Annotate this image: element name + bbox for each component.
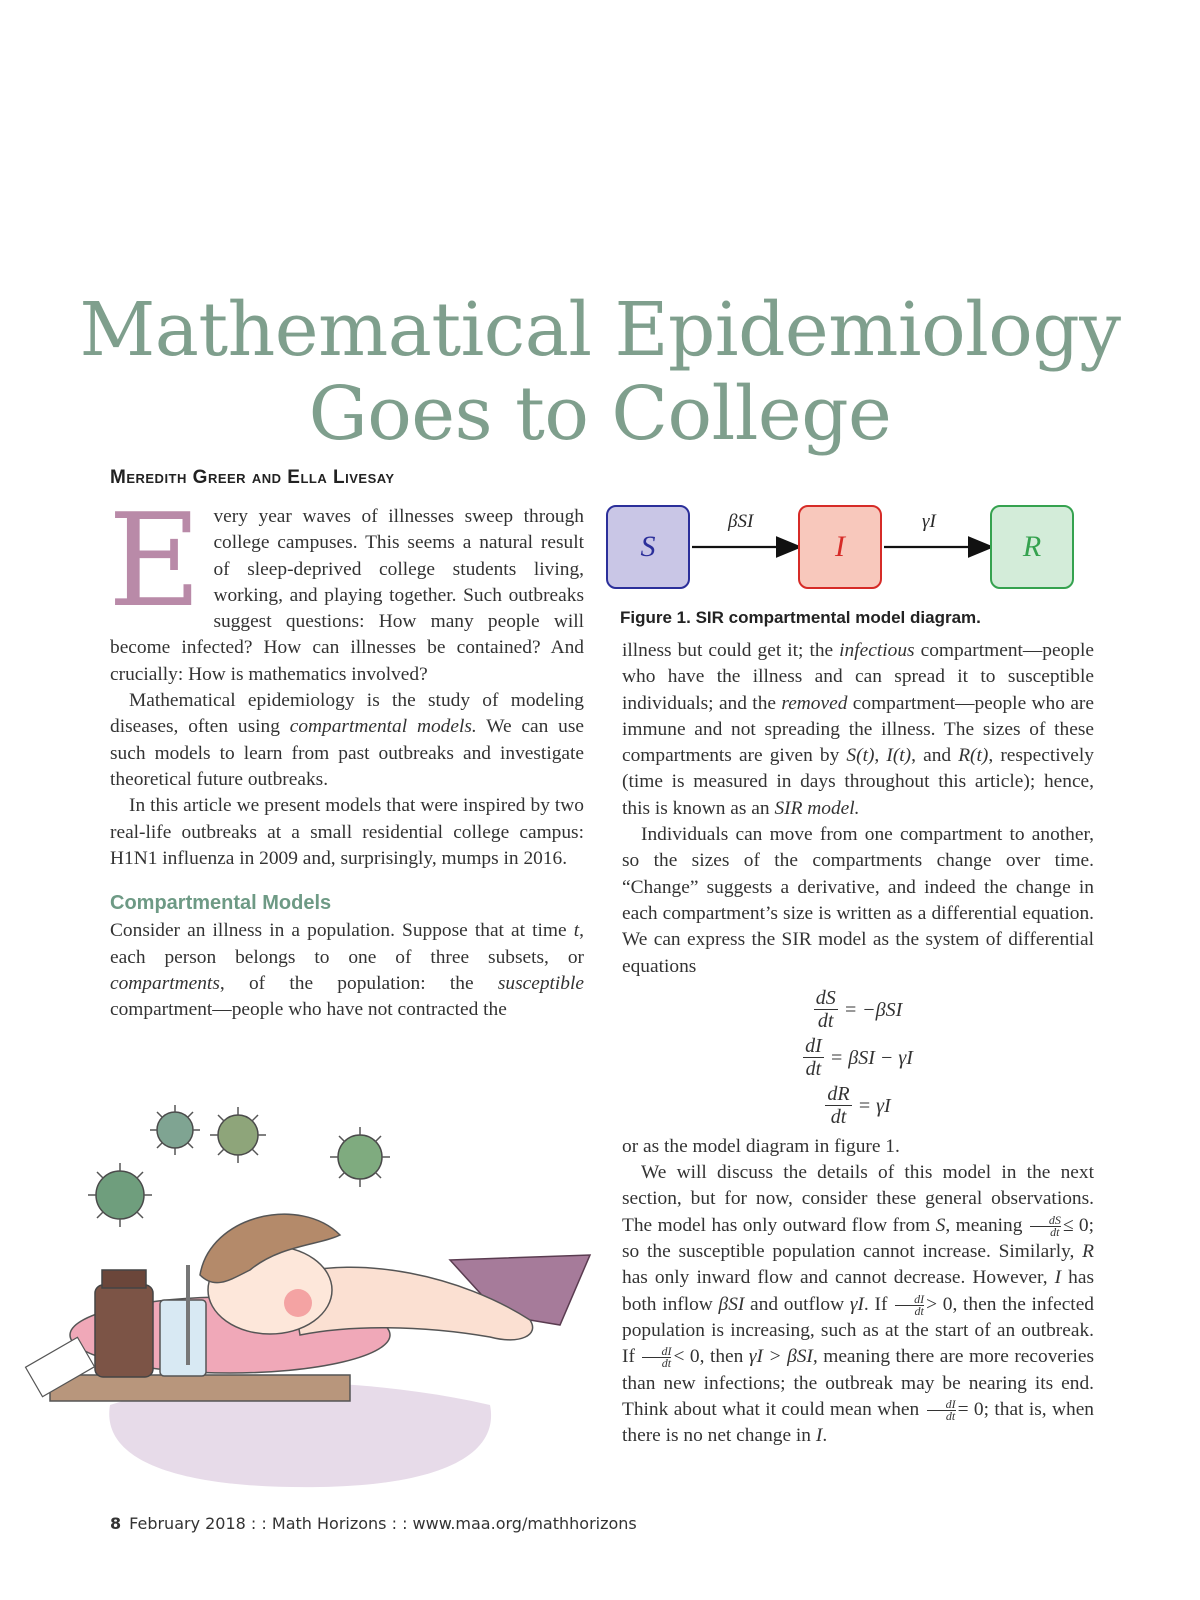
author-byline: Meredith Greer and Ella Livesay: [110, 467, 395, 488]
math: S: [935, 1214, 946, 1236]
water-glass: [160, 1300, 206, 1376]
compartment-s: [606, 505, 690, 589]
article-title: [0, 288, 1200, 456]
figure-caption: Figure 1. SIR compartmental model diagram.: [620, 608, 981, 627]
math: R(t): [958, 745, 989, 767]
medicine-bottle: [95, 1285, 153, 1377]
paragraph-r1: [622, 638, 1094, 822]
intro-paragraph: [108, 487, 584, 688]
sick-student-illustration: [20, 1075, 610, 1495]
title-line-2: Goes to College: [308, 371, 892, 457]
eq-num: dS: [815, 987, 836, 1010]
emphasis: SIR model.: [774, 797, 860, 819]
math: ≤ 0;: [1062, 1214, 1094, 1236]
page-footer: [110, 1514, 637, 1533]
equation-di: [622, 1034, 1094, 1082]
text: , meaning: [945, 1214, 1028, 1236]
equation-dr: [622, 1082, 1094, 1130]
compartment-label: I: [835, 530, 845, 563]
virus-icon: [88, 1163, 152, 1227]
text: compartment—people who are immune and not spreading the illness. The sizes of these compartments are given by: [622, 692, 1094, 767]
paragraph-4: [110, 918, 584, 1023]
paragraph-2: [110, 688, 584, 793]
cheek: [284, 1289, 312, 1317]
text: Consider an illness in a population. Suppose that at time: [110, 920, 574, 942]
text: has only inward flow and cannot decrease. However,: [622, 1267, 1055, 1289]
arrow-label-gamma: γI: [922, 511, 936, 532]
frac-num: dS: [1030, 1215, 1061, 1227]
emphasis: compartmental models.: [289, 716, 477, 738]
virus-icon: [210, 1107, 266, 1163]
virus-icon: [330, 1127, 390, 1187]
math: βSI: [718, 1293, 745, 1315]
math: I: [1054, 1267, 1062, 1289]
math: γI: [849, 1293, 864, 1315]
text: , respectively (time is measured in days throughout this article); hence, this is known as an: [622, 745, 1094, 819]
text: . If: [863, 1293, 894, 1315]
text: then: [704, 1346, 749, 1368]
text: compartment—people who have not contracted the: [110, 999, 507, 1021]
small-fraction: [895, 1291, 925, 1318]
frac-num: dI: [642, 1346, 671, 1358]
text: compartment—people who have the illness and can spread it to susceptible individuals; and the: [622, 640, 1094, 714]
emphasis: infectious: [839, 640, 915, 661]
text: illness but could get it; the: [622, 640, 840, 661]
paragraph-3: In this article we present models that were inspired by two real-life outbreaks at a small residential college campus: H1N1 influenza in 2009 and, surprisingly, mumps in 2016.: [110, 795, 584, 869]
text: then the infected population is increasing, such as at the start of an outbreak. If: [622, 1293, 1094, 1368]
compartment-r: [990, 505, 1074, 589]
frac-den: dt: [661, 1356, 672, 1371]
eq-num: dI: [805, 1035, 822, 1058]
math: γI > βSI,: [748, 1346, 818, 1368]
page-number: 8: [110, 1514, 122, 1533]
eq-num: dR: [827, 1083, 850, 1106]
text: ,: [874, 745, 887, 767]
paragraph-r3: or as the model diagram in figure 1.: [622, 1135, 900, 1157]
small-fraction: [1030, 1212, 1061, 1239]
text: , of the population: the: [219, 973, 498, 995]
emphasis: susceptible: [497, 973, 584, 995]
drop-cap: E: [108, 487, 202, 636]
right-column: [622, 638, 1094, 1449]
intro-text: very year waves of illnesses sweep through college campuses. This seems a natural result of sleep-deprived college students living, working, and playing together. Such outbreaks suggest questions: How many people will become infected? How can illnesses be contained? And crucially: How is mathematics involved?: [110, 506, 584, 685]
small-fraction: [927, 1396, 956, 1423]
text: and outflow: [744, 1293, 850, 1315]
section-heading: Compartmental Models: [110, 892, 332, 915]
frac-num: dI: [895, 1294, 924, 1306]
text: We will discuss the details of this model in the next section, but for now, consider these general observations. The model has only outward flow from: [622, 1162, 1094, 1236]
sir-diagram: [620, 505, 1100, 625]
text: that is, when there is no net change in: [622, 1398, 1094, 1447]
text: , each person belongs to one of three subsets, or: [110, 920, 584, 968]
paragraph-r2: Individuals can move from one compartment to another, so the sizes of the compartments change over time. “Change” suggests a derivative, and indeed the change in each compartment’s size is written as a differential equation. We can express the SIR model as the system of differential equations: [622, 824, 1094, 977]
compartment-label: S: [640, 530, 656, 563]
text: .: [822, 1425, 828, 1447]
equation-system: [622, 986, 1094, 1130]
frac-den: dt: [945, 1408, 956, 1423]
text: meaning there are more recoveries than new infections; the outbreak may be nearing its end. Think about what it could mean when: [622, 1346, 1095, 1420]
text: , and: [911, 745, 959, 767]
emphasis: compartments: [110, 973, 220, 995]
math: R: [1082, 1241, 1094, 1263]
compartment-label: R: [1022, 530, 1042, 563]
bedside-table: [50, 1375, 350, 1401]
math: < 0,: [673, 1346, 705, 1368]
virus-icon: [150, 1105, 200, 1155]
math: I(t): [886, 745, 912, 767]
bottle-cap: [102, 1270, 146, 1288]
text: has both inflow: [622, 1267, 1094, 1315]
text: We can use such models to learn from past outbreaks and investigate theoretical future outbreaks.: [110, 716, 584, 790]
text: Mathematical epidemiology is the study of modeling diseases, often using: [110, 690, 584, 738]
eq-den: dt: [805, 1058, 822, 1081]
small-fraction: [642, 1346, 671, 1369]
eq-rhs: = βSI − γI: [829, 1046, 913, 1069]
math: t: [573, 920, 580, 942]
left-column: [108, 487, 584, 1024]
frac-den: dt: [1050, 1224, 1060, 1239]
compartment-i: [798, 505, 882, 589]
emphasis: removed: [781, 692, 848, 714]
math: > 0,: [926, 1293, 958, 1315]
eq-den: dt: [830, 1106, 847, 1129]
eq-rhs: = γI: [857, 1094, 891, 1117]
title-line-1: Mathematical Epidemiology: [79, 287, 1121, 373]
eq-rhs: = −βSI: [843, 998, 903, 1021]
math: S(t): [846, 745, 875, 767]
frac-num: dI: [927, 1399, 956, 1411]
equation-ds: [622, 986, 1094, 1034]
arrow-label-beta: βSI: [728, 511, 754, 532]
paragraph-r4: [622, 1160, 1094, 1449]
eq-den: dt: [817, 1010, 834, 1033]
frac-den: dt: [914, 1303, 924, 1318]
text: so the susceptible population cannot increase. Similarly,: [622, 1241, 1083, 1263]
math: I: [815, 1425, 823, 1447]
math: = 0;: [957, 1398, 989, 1420]
footer-text: February 2018 : : Math Horizons : : www.maa.org/mathhorizons: [129, 1514, 637, 1533]
